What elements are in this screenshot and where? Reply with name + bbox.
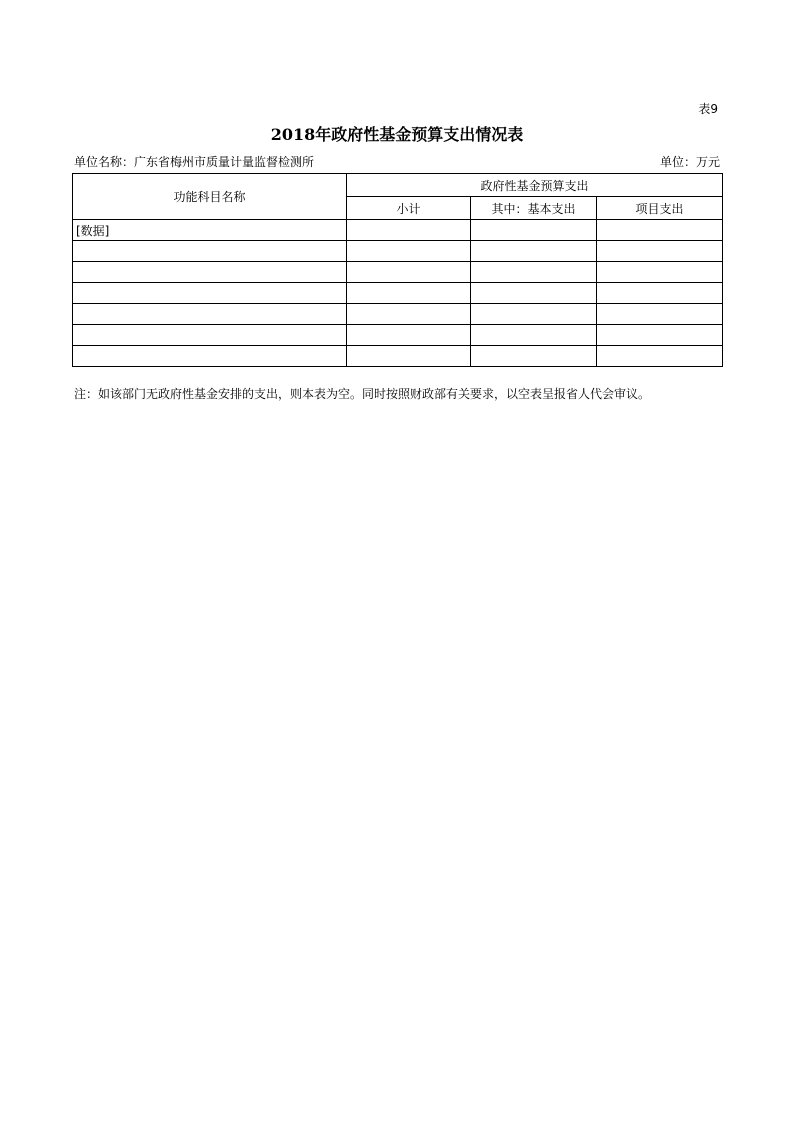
table-cell bbox=[73, 304, 347, 325]
unit-name-label: 单位名称： bbox=[74, 155, 135, 169]
table-cell bbox=[471, 325, 597, 346]
table-cell bbox=[471, 262, 597, 283]
header-subtotal: 小计 bbox=[347, 197, 471, 220]
unit-value: 万元 bbox=[695, 155, 720, 169]
table-cell bbox=[347, 262, 471, 283]
table-cell bbox=[73, 262, 347, 283]
unit-name-value: 广东省梅州市质量计量监督检测所 bbox=[134, 155, 315, 169]
header-function-name: 功能科目名称 bbox=[73, 174, 347, 220]
table-cell bbox=[347, 346, 471, 367]
unit-label: 单位： bbox=[659, 155, 696, 169]
table-number: 表9 bbox=[698, 102, 718, 116]
table-cell bbox=[597, 283, 723, 304]
table-cell bbox=[347, 304, 471, 325]
expenditure-table bbox=[72, 173, 723, 367]
table-row bbox=[73, 304, 723, 325]
header-basic-expenditure: 其中：基本支出 bbox=[471, 197, 597, 220]
table-row bbox=[73, 220, 723, 241]
table-cell bbox=[73, 283, 347, 304]
table-cell bbox=[471, 346, 597, 367]
table-cell bbox=[471, 241, 597, 262]
table-cell bbox=[597, 346, 723, 367]
footnote: 注：如该部门无政府性基金安排的支出，则本表为空。同时按照财政部有关要求，以空表呈报省人代会审议。 bbox=[74, 387, 651, 401]
table-row bbox=[73, 283, 723, 304]
header-project-expenditure: 项目支出 bbox=[597, 197, 723, 220]
table-row bbox=[73, 241, 723, 262]
table-row bbox=[73, 346, 723, 367]
table-cell bbox=[73, 241, 347, 262]
table-cell bbox=[597, 241, 723, 262]
table-cell bbox=[471, 283, 597, 304]
header-fund-expenditure: 政府性基金预算支出 bbox=[347, 174, 723, 197]
table-cell bbox=[597, 325, 723, 346]
table-cell bbox=[73, 325, 347, 346]
table-cell: [数据] bbox=[73, 220, 347, 241]
table-cell bbox=[347, 325, 471, 346]
table-cell bbox=[597, 262, 723, 283]
unit-group bbox=[660, 153, 720, 170]
unit-name-group bbox=[74, 153, 314, 170]
table-cell bbox=[347, 283, 471, 304]
table-header-row-1 bbox=[73, 174, 723, 197]
table-cell bbox=[347, 241, 471, 262]
table-cell bbox=[597, 304, 723, 325]
table-row bbox=[73, 325, 723, 346]
page-title: 2018年政府性基金预算支出情况表 bbox=[270, 125, 524, 144]
table-body bbox=[73, 220, 723, 367]
meta-row bbox=[74, 153, 720, 170]
table-cell bbox=[73, 346, 347, 367]
table-row bbox=[73, 262, 723, 283]
table-cell bbox=[347, 220, 471, 241]
table-cell bbox=[471, 304, 597, 325]
table-cell bbox=[597, 220, 723, 241]
table-cell bbox=[471, 220, 597, 241]
